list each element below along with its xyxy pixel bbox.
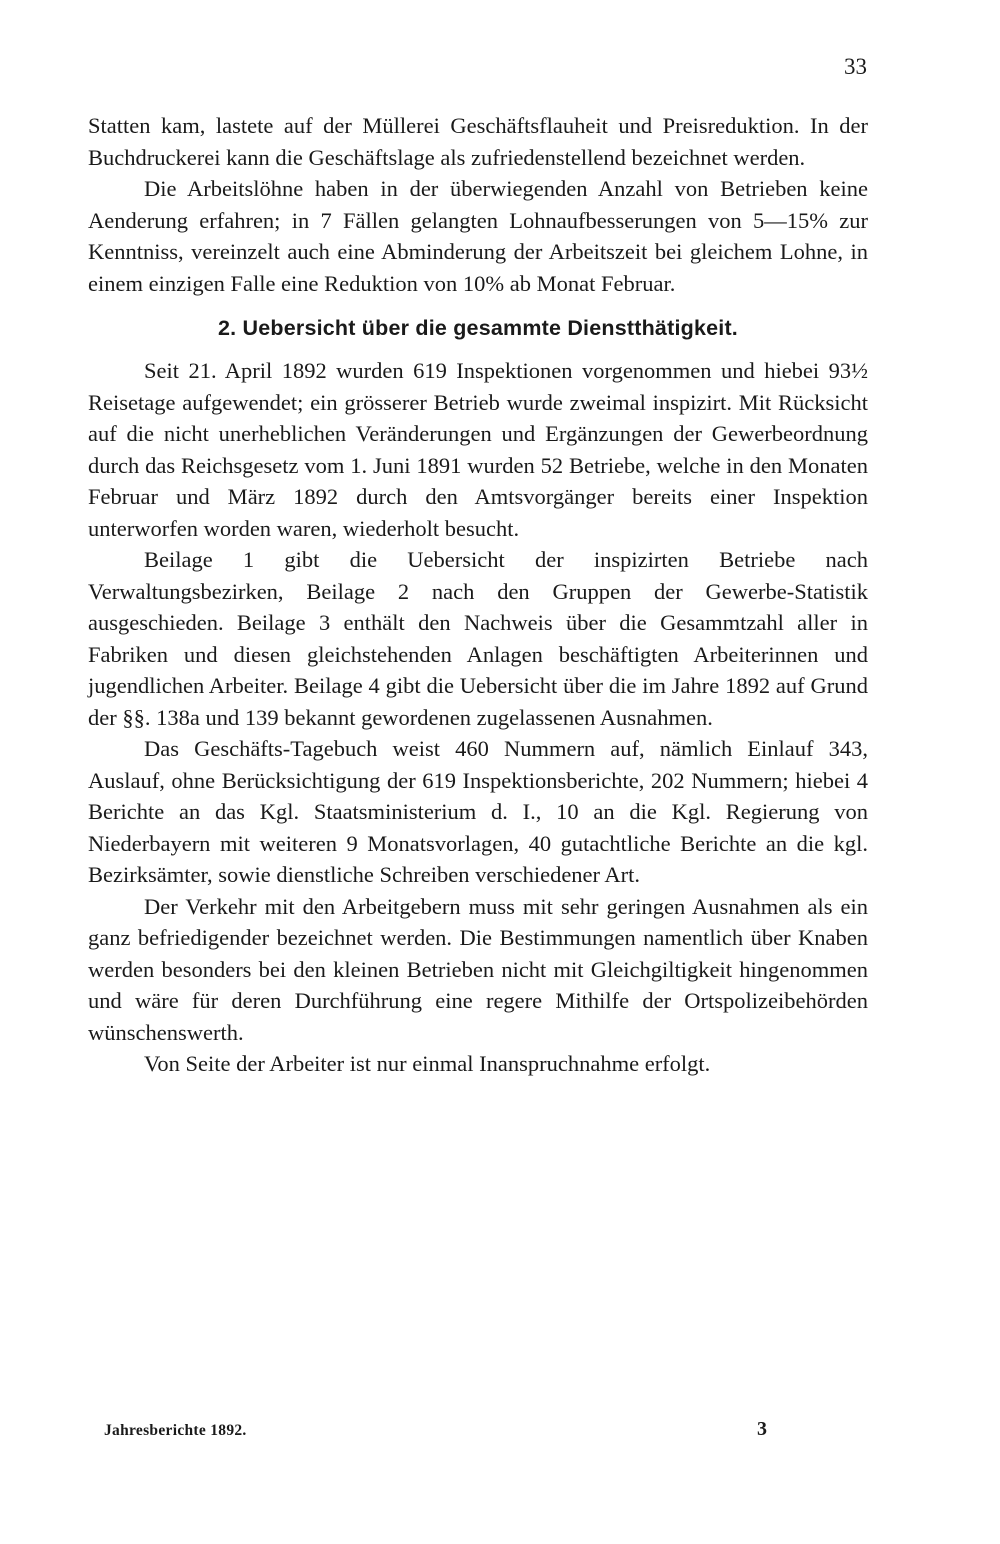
body-text xyxy=(88,110,868,1080)
paragraph: Beilage 1 gibt die Uebersicht der inspizirten Betriebe nach Verwaltungsbezirken, Beilage 2 nach den Gruppen der Gewerbe-Statistik ausgeschieden. Beilage 3 enthält den Nachweis über die Gesammtzahl aller in Fabriken und diesen gleichstehenden Anlagen beschäftigten Arbeiterinnen und jugendlichen Arbeiter. Beilage 4 gibt die Uebersicht über die im Jahre 1892 auf Grund der §§. 138a und 139 bekannt gewordenen zugelassenen Ausnahmen. xyxy=(88,547,868,730)
paragraph: Statten kam, lastete auf der Müllerei Geschäftsflauheit und Preisreduktion. In der Buchdruckerei kann die Geschäftslage als zufriedenstellend bezeichnet werden. xyxy=(88,113,868,170)
paragraph: Der Verkehr mit den Arbeitgebern muss mit sehr geringen Ausnahmen als ein ganz befriedigender bezeichnet werden. Die Bestimmungen namentlich über Knaben werden besonders bei den kleinen Betrieben nicht mit Gleichgiltigkeit hingenommen und wäre für deren Durchführung eine regere Mithilfe der Ortspolizeibehörden wünschenswerth. xyxy=(88,893,868,1045)
paragraph: Das Geschäfts-Tagebuch weist 460 Nummern auf, nämlich Einlauf 343, Auslauf, ohne Berücksichtigung der 619 Inspektionsberichte, 202 Nummern; hiebei 4 Berichte an das Kgl. Staatsministerium d. I., 10 an die Kgl. Regierung von Niederbayern mit weiteren 9 Monatsvorlagen, 40 gutachtliche Berichte an die kgl. Bezirksämter, sowie dienstliche Schreiben verschiedener Art. xyxy=(88,736,868,887)
paragraph: Von Seite der Arbeiter ist nur einmal Inanspruchnahme erfolgt. xyxy=(144,1051,711,1076)
footer-signature-mark: 3 xyxy=(757,1418,767,1440)
page-number: 33 xyxy=(844,54,867,79)
paragraph: Die Arbeitslöhne haben in der überwiegenden Anzahl von Betrieben keine Aenderung erfahren; in 7 Fällen gelangten Lohnaufbesserungen von 5—15% zur Kenntniss, vereinzelt auch eine Abminderung der Arbeitszeit bei gleichem Lohne, in einem einzigen Falle eine Reduktion von 10% ab Monat Februar. xyxy=(88,176,868,296)
footer-publication-label: Jahresberichte 1892. xyxy=(104,1422,247,1439)
paragraph: Seit 21. April 1892 wurden 619 Inspektionen vorgenommen und hiebei 93½ Reisetage aufgewendet; ein grösserer Betrieb wurde zweimal inspizirt. Mit Rücksicht auf die nicht unerheblichen Veränderungen und Ergänzungen der Gewerbeordnung durch das Reichsgesetz vom 1. Juni 1891 wurden 52 Betriebe, welche in den Monaten Februar und März 1892 durch den Amtsvorgänger bereits einer Inspektion unterworfen worden waren, wiederholt besucht. xyxy=(88,358,868,541)
section-heading: 2. Uebersicht über die gesammte Dienstthätigkeit. xyxy=(218,316,738,340)
